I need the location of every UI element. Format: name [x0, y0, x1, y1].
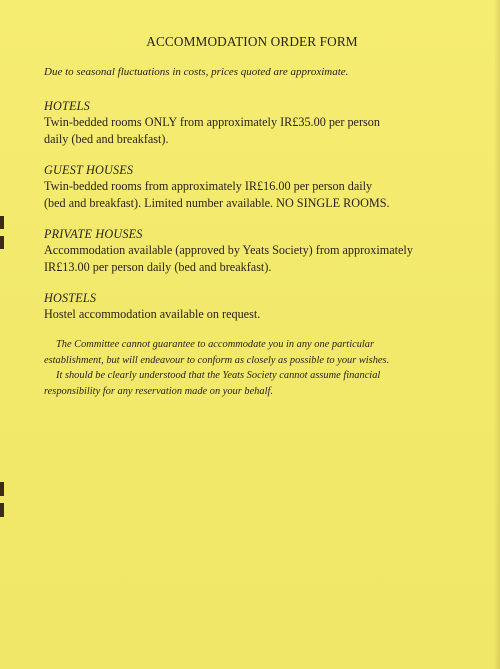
section-line: daily (bed and breakfast). — [44, 132, 169, 146]
binding-hole-mark — [0, 236, 4, 249]
section-guest-houses — [44, 162, 440, 212]
section-line: Hostel accommodation available on request. — [44, 307, 261, 321]
section-hostels — [44, 290, 440, 323]
section-heading: PRIVATE HOUSES — [44, 227, 143, 241]
committee-note — [44, 337, 440, 399]
price-notice: Due to seasonal fluctuations in costs, prices quoted are approximate. — [44, 66, 349, 78]
committee-line: responsibility for any reservation made on your behalf. — [44, 385, 273, 397]
section-body — [44, 114, 440, 148]
section-line: Twin-bedded rooms ONLY from approximately IR£35.00 per person — [44, 115, 380, 129]
section-heading: HOTELS — [44, 99, 90, 113]
binding-hole-mark — [0, 216, 4, 229]
section-line: (bed and breakfast). Limited number available. NO SINGLE ROOMS. — [44, 196, 390, 210]
section-line: Twin-bedded rooms from approximately IR£16.00 per person daily — [44, 179, 373, 193]
committee-line: establishment, but will endeavour to conform as closely as possible to your wishes. — [44, 354, 390, 366]
section-line: Accommodation available (approved by Yeats Society) from approximately — [44, 243, 413, 257]
section-line: IR£13.00 per person daily (bed and breakfast). — [44, 260, 272, 274]
section-hotels — [44, 98, 440, 148]
form-title: ACCOMMODATION ORDER FORM — [146, 34, 358, 49]
section-heading: HOSTELS — [44, 291, 97, 305]
section-private-houses — [44, 226, 440, 276]
binding-hole-mark — [0, 482, 4, 496]
section-body — [44, 178, 440, 212]
section-body — [44, 306, 440, 323]
binding-hole-mark — [0, 503, 4, 517]
section-heading: GUEST HOUSES — [44, 163, 134, 177]
committee-line: The Committee cannot guarantee to accommodate you in any one particular — [56, 339, 375, 350]
form-content — [44, 34, 440, 399]
committee-line: It should be clearly understood that the Yeats Society cannot assume financial — [56, 370, 381, 381]
section-body — [44, 242, 440, 276]
